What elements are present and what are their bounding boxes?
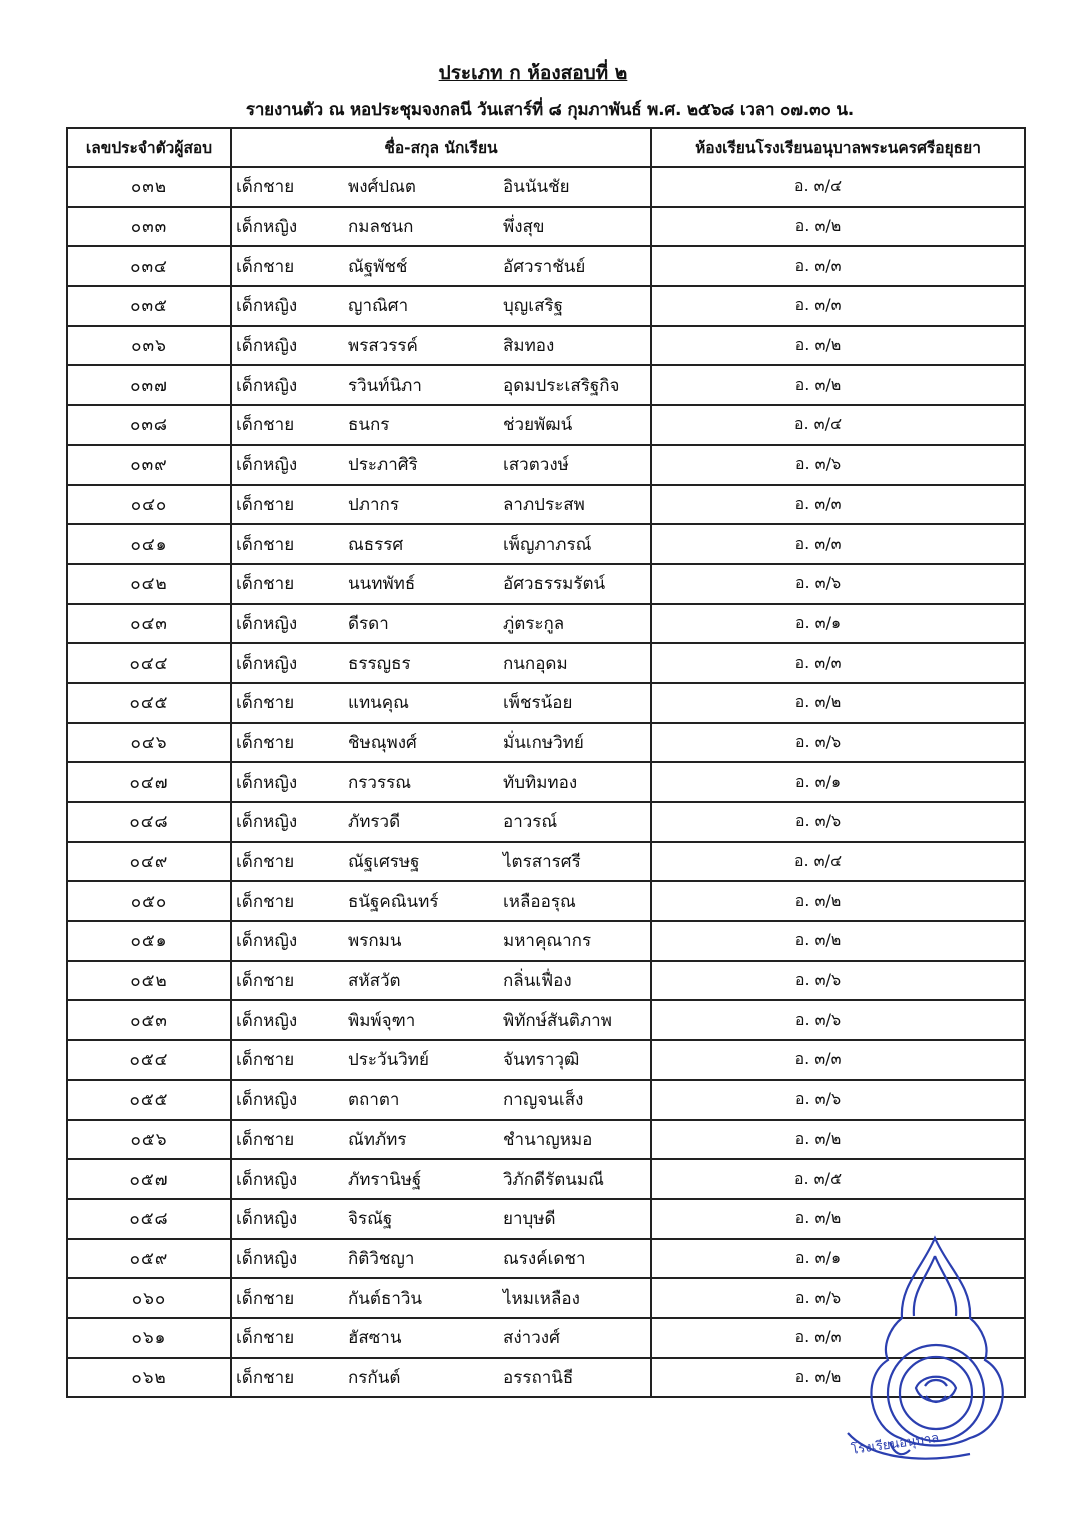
first-name: ธนกร [348, 415, 390, 436]
table-row [67, 246, 1025, 286]
candidate-name-cell [231, 365, 651, 405]
classroom: อ. ๓/๖ [651, 961, 1025, 1001]
header-id: เลขประจำตัวผู้สอบ [67, 128, 231, 167]
name-prefix: เด็กชาย [236, 1129, 295, 1150]
classroom: อ. ๓/๔ [651, 405, 1025, 445]
candidate-name-cell [231, 1278, 651, 1318]
classroom: อ. ๓/๓ [651, 1318, 1025, 1358]
candidate-id: ๐๕๖ [67, 1120, 231, 1160]
last-name: ไตรสารศรี [503, 852, 581, 873]
name-prefix: เด็กชาย [236, 1328, 295, 1349]
header-name: ชื่อ-สกุล นักเรียน [231, 128, 651, 167]
svg-text:โรงเรียนอนุบาล: โรงเรียนอนุบาล [850, 1430, 941, 1458]
last-name: พิทักษ์สันติภาพ [503, 1010, 612, 1031]
candidate-name-cell [231, 881, 651, 921]
classroom: อ. ๓/๒ [651, 1358, 1025, 1398]
classroom: อ. ๓/๖ [651, 1000, 1025, 1040]
candidate-name-cell [231, 1318, 651, 1358]
table-row [67, 1120, 1025, 1160]
table-body [67, 167, 1025, 1397]
candidate-id: ๐๔๓ [67, 604, 231, 644]
classroom: อ. ๓/๒ [651, 1120, 1025, 1160]
candidate-name-cell [231, 524, 651, 564]
table-row [67, 604, 1025, 644]
table-row [67, 564, 1025, 604]
table-row [67, 881, 1025, 921]
candidate-name-cell [231, 802, 651, 842]
first-name: ประวันวิทย์ [348, 1050, 429, 1071]
first-name: พิมพ์จุฑา [348, 1010, 416, 1031]
last-name: มหาคุณากร [503, 931, 592, 952]
last-name: อาวรณ์ [503, 812, 558, 833]
first-name: ณธรรศ [348, 534, 404, 555]
name-prefix: เด็กหญิง [236, 613, 298, 634]
last-name: ช่วยพัฒน์ [503, 415, 573, 436]
first-name: กรวรรณ [348, 772, 412, 793]
last-name: วิภักดีรัตนมณี [503, 1169, 604, 1190]
first-name: กรกันต์ [348, 1367, 401, 1388]
table-row [67, 683, 1025, 723]
name-prefix: เด็กชาย [236, 1050, 295, 1071]
candidate-id: ๐๓๓ [67, 207, 231, 247]
table-row [67, 524, 1025, 564]
first-name: พรกมน [348, 931, 402, 952]
candidate-id: ๐๔๗ [67, 762, 231, 802]
candidate-id: ๐๕๒ [67, 961, 231, 1001]
name-prefix: เด็กชาย [236, 574, 295, 595]
last-name: ชำนาญหมอ [503, 1129, 593, 1150]
name-prefix: เด็กชาย [236, 1367, 295, 1388]
candidate-name-cell [231, 1040, 651, 1080]
classroom: อ. ๓/๒ [651, 326, 1025, 366]
candidate-id: ๐๓๕ [67, 286, 231, 326]
school-seal-stamp [830, 1228, 1040, 1468]
first-name: พงศ์ปณต [348, 177, 416, 198]
classroom: อ. ๓/๖ [651, 802, 1025, 842]
classroom: อ. ๓/๕ [651, 1159, 1025, 1199]
classroom: อ. ๓/๑ [651, 604, 1025, 644]
candidate-name-cell [231, 762, 651, 802]
name-prefix: เด็กชาย [236, 693, 295, 714]
classroom: อ. ๓/๒ [651, 365, 1025, 405]
table-row [67, 802, 1025, 842]
classroom: อ. ๓/๓ [651, 524, 1025, 564]
name-prefix: เด็กชาย [236, 177, 295, 198]
page-title: ประเภท ก ห้องสอบที่ ๒ [438, 62, 628, 84]
last-name: ลาภประสพ [503, 494, 585, 515]
first-name: สหัสวัต [348, 971, 401, 992]
candidate-name-cell [231, 246, 651, 286]
classroom: อ. ๓/๔ [651, 167, 1025, 207]
candidate-id: ๐๔๐ [67, 485, 231, 525]
candidate-id: ๐๓๙ [67, 445, 231, 485]
candidate-id: ๐๓๒ [67, 167, 231, 207]
classroom: อ. ๓/๖ [651, 564, 1025, 604]
table-row [67, 1000, 1025, 1040]
name-prefix: เด็กชาย [236, 971, 295, 992]
candidate-id: ๐๕๐ [67, 881, 231, 921]
name-prefix: เด็กชาย [236, 256, 295, 277]
first-name: รวินท์นิภา [348, 375, 422, 396]
last-name: อุดมประเสริฐกิจ [503, 375, 620, 396]
table-row [67, 723, 1025, 763]
last-name: พึ่งสุข [503, 217, 545, 238]
candidate-name-cell [231, 286, 651, 326]
name-prefix: เด็กหญิง [236, 1090, 298, 1111]
classroom: อ. ๓/๖ [651, 1278, 1025, 1318]
first-name: พรสวรรค์ [348, 336, 418, 357]
candidate-id: ๐๓๔ [67, 246, 231, 286]
classroom: อ. ๓/๒ [651, 1199, 1025, 1239]
candidate-id: ๐๕๔ [67, 1040, 231, 1080]
candidate-name-cell [231, 1159, 651, 1199]
classroom: อ. ๓/๖ [651, 1080, 1025, 1120]
last-name: อัศวธรรมรัตน์ [503, 574, 606, 595]
last-name: มั่นเกษวิทย์ [503, 732, 584, 753]
candidate-table [66, 127, 1026, 1398]
last-name: กลิ่นเฟื่อง [503, 971, 572, 992]
classroom: อ. ๓/๖ [651, 723, 1025, 763]
candidate-id: ๐๔๘ [67, 802, 231, 842]
candidate-id: ๐๓๖ [67, 326, 231, 366]
candidate-name-cell [231, 643, 651, 683]
last-name: เพ็ชรน้อย [503, 693, 573, 714]
first-name: ปภากร [348, 494, 399, 515]
candidate-id: ๐๔๖ [67, 723, 231, 763]
last-name: ยาบุษดี [503, 1209, 556, 1230]
name-prefix: เด็กหญิง [236, 1209, 298, 1230]
last-name: เหลืออรุณ [503, 891, 576, 912]
candidate-id: ๐๕๘ [67, 1199, 231, 1239]
name-prefix: เด็กหญิง [236, 772, 298, 793]
first-name: ประภาศิริ [348, 455, 418, 476]
table-row [67, 1080, 1025, 1120]
name-prefix: เด็กหญิง [236, 812, 298, 833]
last-name: ทับทิมทอง [503, 772, 578, 793]
name-prefix: เด็กชาย [236, 494, 295, 515]
candidate-id: ๐๔๑ [67, 524, 231, 564]
candidate-id: ๐๕๓ [67, 1000, 231, 1040]
table-row [67, 365, 1025, 405]
classroom: อ. ๓/๑ [651, 1239, 1025, 1279]
first-name: กิติวิชญา [348, 1248, 415, 1269]
name-prefix: เด็กชาย [236, 415, 295, 436]
candidate-id: ๐๖๒ [67, 1358, 231, 1398]
candidate-name-cell [231, 405, 651, 445]
candidate-name-cell [231, 1120, 651, 1160]
first-name: ธรรญธร [348, 653, 411, 674]
last-name: ณรงค์เดชา [503, 1248, 586, 1269]
name-prefix: เด็กหญิง [236, 931, 298, 952]
first-name: ณัทภัทร [348, 1129, 407, 1150]
last-name: ภู่ตระกูล [503, 613, 565, 634]
table-row [67, 921, 1025, 961]
candidate-name-cell [231, 1239, 651, 1279]
table-row [67, 445, 1025, 485]
last-name: เพ็ญภาภรณ์ [503, 534, 592, 555]
candidate-id: ๐๔๒ [67, 564, 231, 604]
candidate-id: ๐๕๑ [67, 921, 231, 961]
candidate-name-cell [231, 167, 651, 207]
table-row [67, 842, 1025, 882]
classroom: อ. ๓/๖ [651, 445, 1025, 485]
last-name: กาญจนเส็ง [503, 1090, 584, 1111]
classroom: อ. ๓/๒ [651, 207, 1025, 247]
first-name: กมลชนก [348, 217, 414, 238]
table-row [67, 207, 1025, 247]
table-row [67, 1040, 1025, 1080]
candidate-name-cell [231, 1358, 651, 1398]
table-row [67, 762, 1025, 802]
classroom: อ. ๓/๒ [651, 881, 1025, 921]
classroom: อ. ๓/๓ [651, 246, 1025, 286]
table-row [67, 405, 1025, 445]
name-prefix: เด็กชาย [236, 852, 295, 873]
candidate-id: ๐๔๔ [67, 643, 231, 683]
name-prefix: เด็กหญิง [236, 336, 298, 357]
candidate-name-cell [231, 842, 651, 882]
first-name: ภัทรานิษฐ์ [348, 1169, 422, 1190]
candidate-id: ๐๔๕ [67, 683, 231, 723]
classroom: อ. ๓/๔ [651, 842, 1025, 882]
classroom: อ. ๓/๒ [651, 683, 1025, 723]
candidate-name-cell [231, 485, 651, 525]
candidate-id: ๐๓๗ [67, 365, 231, 405]
candidate-id: ๐๖๐ [67, 1278, 231, 1318]
name-prefix: เด็กชาย [236, 891, 295, 912]
last-name: เสวตวงษ์ [503, 455, 569, 476]
classroom: อ. ๓/๑ [651, 762, 1025, 802]
first-name: ชิษณุพงศ์ [348, 732, 417, 753]
first-name: ฮัสซาน [348, 1328, 402, 1349]
table-row [67, 961, 1025, 1001]
table-row [67, 643, 1025, 683]
candidate-name-cell [231, 723, 651, 763]
first-name: ณัฐเศรษฐ [348, 852, 420, 873]
first-name: ดีรดา [348, 613, 389, 634]
last-name: อินนันชัย [503, 177, 570, 198]
table-row [67, 1159, 1025, 1199]
candidate-name-cell [231, 1199, 651, 1239]
table-row [67, 485, 1025, 525]
classroom: อ. ๓/๓ [651, 485, 1025, 525]
candidate-name-cell [231, 1080, 651, 1120]
classroom: อ. ๓/๓ [651, 286, 1025, 326]
name-prefix: เด็กหญิง [236, 653, 298, 674]
candidate-id: ๐๕๙ [67, 1239, 231, 1279]
candidate-name-cell [231, 683, 651, 723]
name-prefix: เด็กหญิง [236, 1169, 298, 1190]
last-name: อรรถานิธี [503, 1367, 574, 1388]
first-name: ภัทรวดี [348, 812, 401, 833]
header-room: ห้องเรียนโรงเรียนอนุบาลพระนครศรีอยุธยา [651, 128, 1025, 167]
candidate-name-cell [231, 445, 651, 485]
table-row [67, 167, 1025, 207]
name-prefix: เด็กหญิง [236, 1248, 298, 1269]
last-name: บุญเสริฐ [503, 296, 563, 317]
last-name: สิมทอง [503, 336, 555, 357]
last-name: จันทราวุฒิ [503, 1050, 580, 1071]
last-name: สง่าวงศ์ [503, 1328, 560, 1349]
candidate-name-cell [231, 604, 651, 644]
candidate-name-cell [231, 1000, 651, 1040]
first-name: ณัฐพัชช์ [348, 256, 408, 277]
name-prefix: เด็กชาย [236, 732, 295, 753]
candidate-id: ๐๖๑ [67, 1318, 231, 1358]
table-row [67, 286, 1025, 326]
candidate-name-cell [231, 921, 651, 961]
classroom: อ. ๓/๓ [651, 1040, 1025, 1080]
candidate-id: ๐๕๕ [67, 1080, 231, 1120]
name-prefix: เด็กชาย [236, 1288, 295, 1309]
name-prefix: เด็กชาย [236, 534, 295, 555]
last-name: ไหมเหลือง [503, 1288, 580, 1309]
table-row [67, 326, 1025, 366]
first-name: กันต์ธาวิน [348, 1288, 423, 1309]
page-subtitle: รายงานตัว ณ หอประชุมจงกลนี วันเสาร์ที่ ๘ กุมภาพันธ์ พ.ศ. ๒๕๖๘ เวลา ๐๗.๓๐ น. [245, 100, 855, 120]
candidate-name-cell [231, 207, 651, 247]
first-name: ตถาตา [348, 1090, 400, 1111]
name-prefix: เด็กหญิง [236, 217, 298, 238]
first-name: นนทพัทธ์ [348, 574, 416, 595]
name-prefix: เด็กหญิง [236, 375, 298, 396]
last-name: อัศวราชันย์ [503, 256, 586, 277]
name-prefix: เด็กหญิง [236, 296, 298, 317]
candidate-id: ๐๓๘ [67, 405, 231, 445]
first-name: ธนัฐคณินทร์ [348, 891, 439, 912]
candidate-id: ๐๔๙ [67, 842, 231, 882]
table-header-row [67, 128, 1025, 167]
candidate-id: ๐๕๗ [67, 1159, 231, 1199]
name-prefix: เด็กหญิง [236, 455, 298, 476]
candidate-name-cell [231, 961, 651, 1001]
candidate-name-cell [231, 326, 651, 366]
candidate-name-cell [231, 564, 651, 604]
first-name: จิรณัฐ [348, 1209, 393, 1230]
first-name: แทนคุณ [348, 693, 409, 714]
first-name: ญาณิศา [348, 296, 409, 317]
classroom: อ. ๓/๒ [651, 921, 1025, 961]
last-name: กนกอุดม [503, 653, 568, 674]
classroom: อ. ๓/๓ [651, 643, 1025, 683]
name-prefix: เด็กหญิง [236, 1010, 298, 1031]
